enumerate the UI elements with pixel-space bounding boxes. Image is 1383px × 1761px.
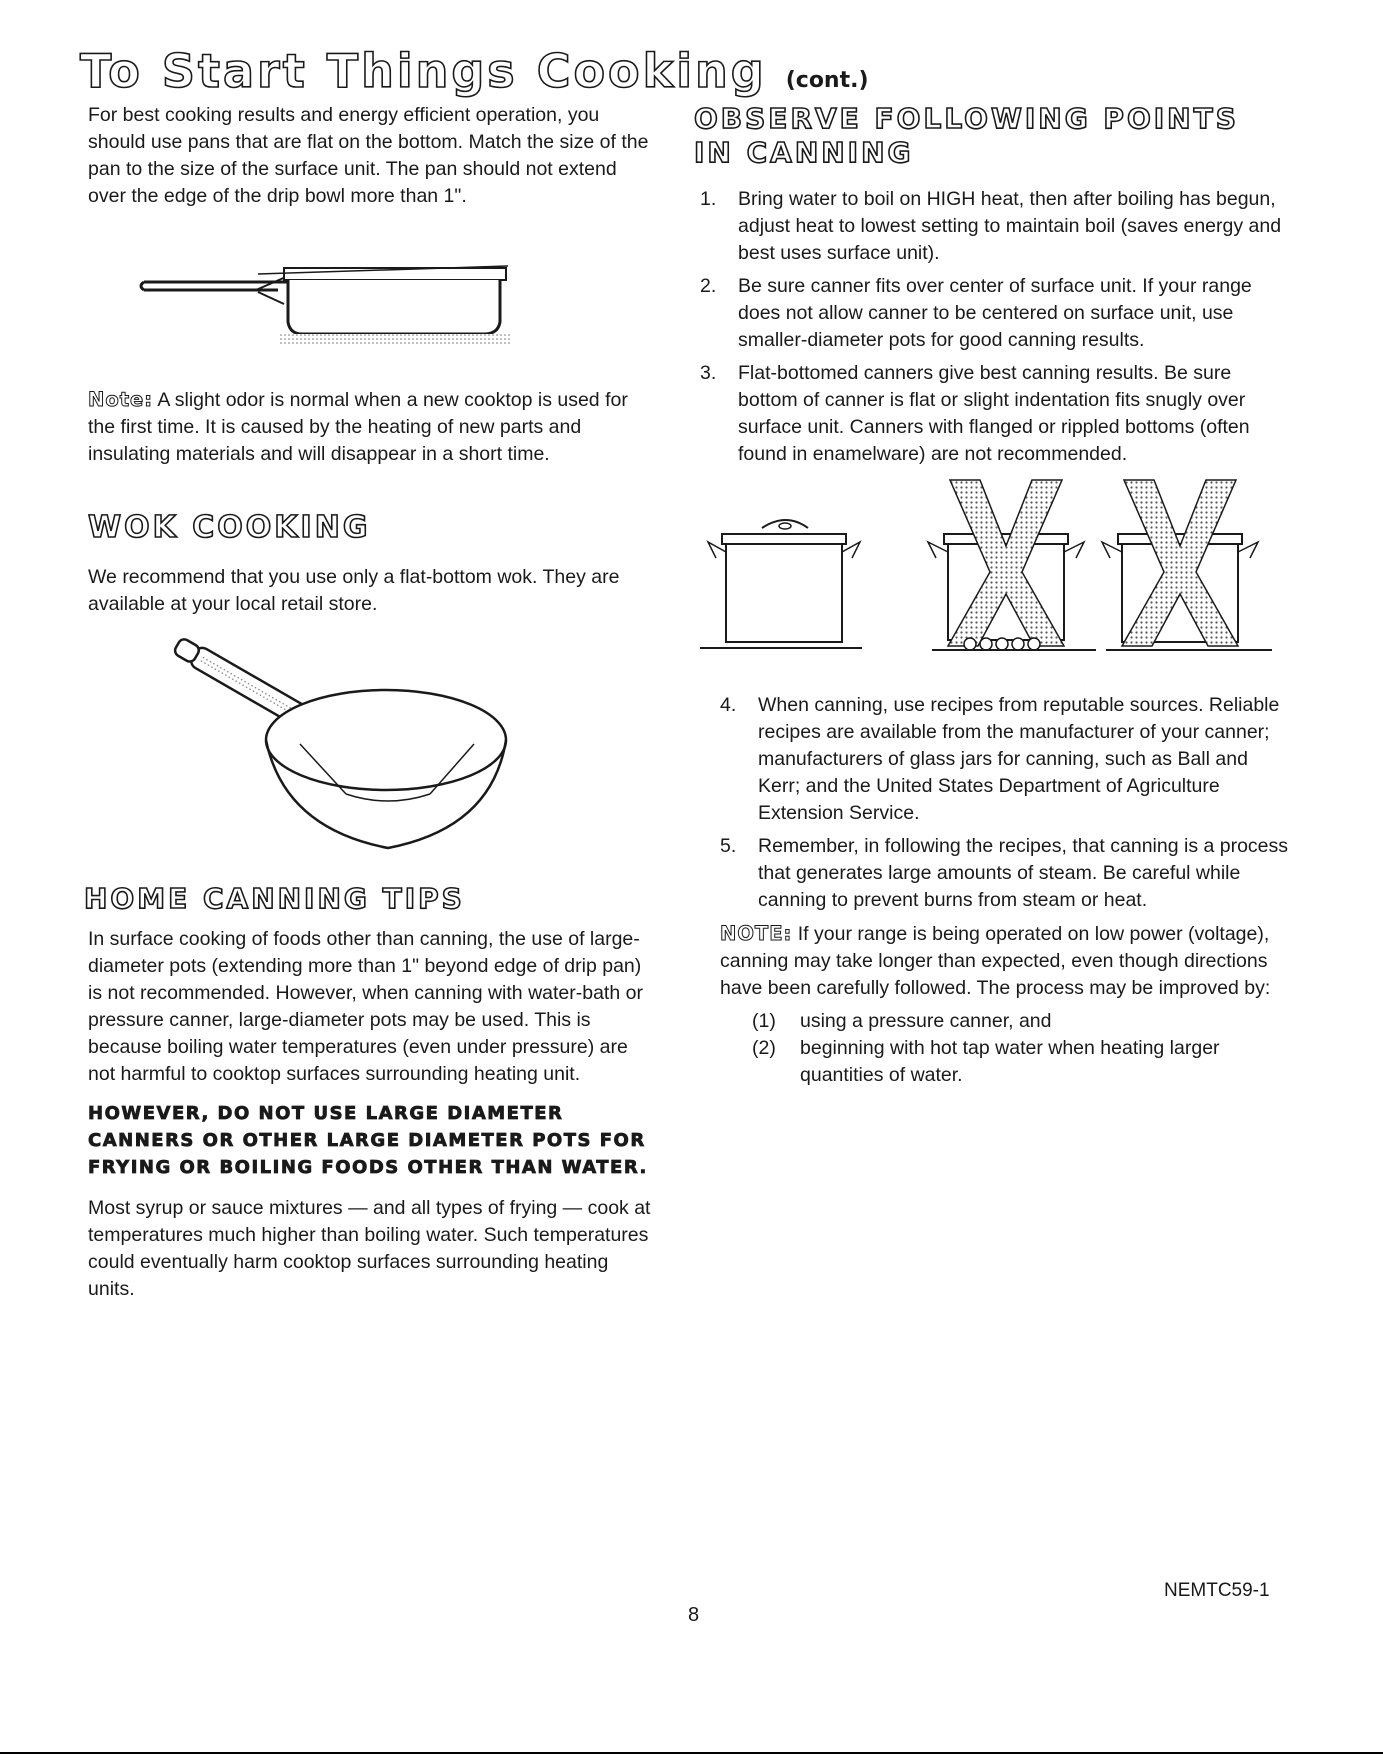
list-item: 1. Bring water to boil on HIGH heat, then after boiling has begun, adjust heat to lowest setting to maintain boil (saves energy and best uses surface unit).	[700, 188, 1282, 264]
rippled-canner-x-icon	[1102, 480, 1272, 650]
improvement-list	[752, 1008, 1290, 1089]
low-power-note	[720, 920, 1290, 1002]
canner-comparison-figure	[700, 476, 1290, 676]
note-label: NOTE:	[720, 922, 793, 945]
large-pot-warning: HOWEVER, DO NOT USE LARGE DIAMETER CANNERS OR OTHER LARGE DIAMETER POTS FOR FRYING OR BOILING FOODS OTHER THAN WATER.	[88, 1103, 648, 1178]
observe-points-heading: OBSERVE FOLLOWING POINTS IN CANNING	[694, 102, 1239, 169]
canning-paragraph: In surface cooking of foods other than canning, the use of large-diameter pots (extending more than 1" beyond edge of drip pan) is not recommended. However, when canning with water-bath or pressure canner, large-diameter pots may be used. This is because boiling water temperatures (even under pressure) are not harmful to cooktop surfaces surrounding heating unit.	[88, 928, 643, 1085]
wok-illustration	[88, 618, 660, 868]
page-title-suffix: (cont.)	[785, 68, 869, 93]
list-item: 3. Flat-bottomed canners give best canning results. Be sure bottom of canner is flat or slight indentation fits snugly over surface unit. Canners with flanged or rippled bottoms (often found in enamelware) are not recommended.	[700, 362, 1250, 465]
canner-comparison-illustration	[700, 476, 1290, 676]
list-item: 5. Remember, in following the recipes, that canning is a process that generates large amounts of steam. Be careful while canning to prevent burns from steam or heat.	[720, 835, 1289, 911]
canning-points-list-a	[700, 186, 1290, 468]
wok-heading: WOK COOKING	[88, 510, 371, 545]
document-code: NEMTC59-1	[1164, 1580, 1270, 1601]
intro-paragraph: For best cooking results and energy efficient operation, you should use pans that are flat on the bottom. Match the size of the pan to the size of the surface unit. The pan should not extend over the edge of the drip bowl more than 1".	[88, 104, 649, 207]
list-item: 2. Be sure canner fits over center of surface unit. If your range does not allow canner to be centered on surface unit, use smaller-diameter pots for good canning results.	[700, 275, 1252, 351]
canning-points-list-b	[720, 692, 1290, 914]
flanged-canner-x-icon	[928, 480, 1096, 650]
page-title	[80, 44, 869, 98]
bottom-rule	[0, 1752, 1383, 1754]
page-title-text: To Start Things Cooking	[80, 44, 767, 98]
new-cooktop-note	[88, 386, 660, 468]
list-item: (2) beginning with hot tap water when heating larger quantities of water.	[752, 1037, 1220, 1086]
left-column	[84, 102, 660, 1303]
home-canning-heading: HOME CANNING TIPS	[84, 882, 465, 915]
wok-paragraph: We recommend that you use only a flat-bottom wok. They are available at your local retail store.	[88, 566, 620, 615]
note-label: Note:	[88, 388, 154, 411]
note-text: A slight odor is normal when a new cooktop is used for the first time. It is caused by the heating of new parts and insulating materials and will disappear in a short time.	[88, 389, 628, 465]
syrup-paragraph: Most syrup or sauce mixtures — and all types of frying — cook at temperatures much higher than boiling water. Such temperatures could eventually harm cooktop surfaces surrounding heating units.	[88, 1197, 651, 1300]
flat-canner-icon	[700, 520, 862, 648]
list-item: 4. When canning, use recipes from reputable sources. Reliable recipes are available from the manufacturer of your canner; manufacturers of glass jars for canning, such as Ball and Kerr; and the United States Department of Agriculture Extension Service.	[720, 694, 1280, 824]
flat-pan-illustration-wrap	[88, 210, 660, 390]
list-item: (1) using a pressure canner, and	[752, 1010, 1052, 1032]
wok-illustration-wrap	[88, 618, 660, 868]
flat-pan-illustration	[88, 210, 660, 390]
note-text: If your range is being operated on low power (voltage), canning may take longer than expected, even though directions have been carefully followed. The process may be improved by:	[720, 923, 1271, 999]
right-column	[694, 102, 1290, 1089]
page-number: 8	[688, 1604, 700, 1626]
